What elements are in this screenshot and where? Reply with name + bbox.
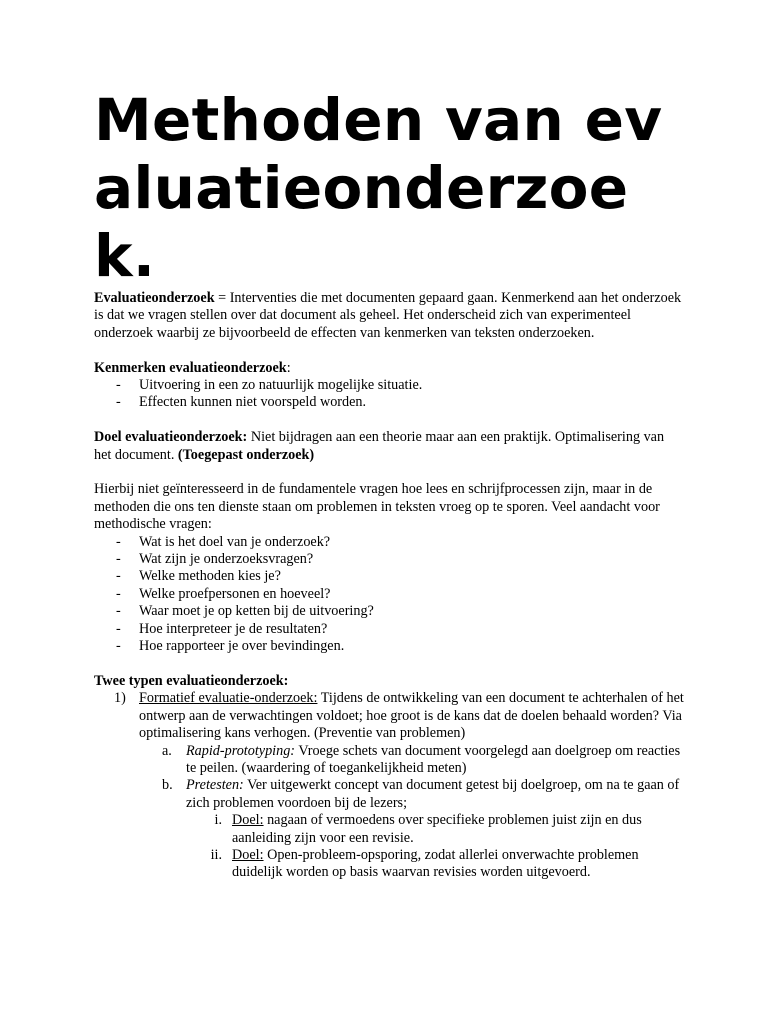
list-item-text: Welke proefpersonen en hoeveel? bbox=[139, 585, 331, 602]
list-item bbox=[94, 534, 684, 551]
pretesten-label: Pretesten: bbox=[186, 777, 244, 794]
list-item-formatief bbox=[94, 690, 684, 742]
bullet-dash: - bbox=[116, 533, 121, 550]
list-item-text: Waar moet je op ketten bij de uitvoering? bbox=[139, 603, 374, 620]
bullet-dash: - bbox=[116, 394, 121, 411]
intro-paragraph bbox=[94, 290, 684, 342]
doel-heading: Doel evaluatieonderzoek: bbox=[94, 429, 248, 446]
list-item-text: Hoe interpreteer je de resultaten? bbox=[139, 620, 328, 637]
list-item bbox=[94, 551, 684, 568]
bullet-dash: - bbox=[116, 377, 121, 394]
kenmerken-heading-colon: : bbox=[286, 359, 291, 376]
bullet-dash: - bbox=[116, 620, 121, 637]
kenmerken-heading bbox=[94, 360, 684, 377]
rapid-prototyping-text: Vroege schets van document voorgelegd aan doelgroep om reacties te peilen. (waardering of toegankelijkheid meten) bbox=[186, 742, 681, 776]
list-item-text: Effecten kunnen niet voorspeld worden. bbox=[139, 394, 367, 411]
list-item-rapid-prototyping bbox=[94, 743, 684, 778]
list-item-text: Uitvoering in een zo natuurlijk mogelijke situatie. bbox=[139, 377, 423, 394]
doel-ii-text: Open-probleem-opsporing, zodat allerlei onverwachte problemen duidelijk worden op basis waarvan revisies worden uitgevoerd. bbox=[232, 846, 639, 881]
list-item bbox=[94, 638, 684, 655]
bullet-dash: - bbox=[116, 638, 121, 655]
formatief-label: Formatief evaluatie-onderzoek: bbox=[139, 690, 318, 707]
spacer bbox=[94, 655, 684, 672]
doel-paragraph bbox=[94, 429, 684, 464]
pretesten-text: Ver uitgewerkt concept van document getest bij doelgroep, om na te gaan of zich problemen voordoen bij de lezers; bbox=[186, 777, 680, 811]
formatief-text: Tijdens de ontwikkeling van een document te achterhalen of het ontwerp aan de verwachtingen voldoet; hoe groot is de kans dat de doelen behaald worden? Via optimalisering kans verhogen. (Preventie van problemen) bbox=[139, 690, 684, 742]
list-item-text: Hoe rapporteer je over bevindingen. bbox=[139, 638, 345, 655]
list-item-doel-ii bbox=[94, 847, 684, 882]
list-number: 1) bbox=[114, 690, 126, 707]
bullet-dash: - bbox=[116, 568, 121, 585]
list-item-text: Welke methoden kies je? bbox=[139, 568, 281, 585]
spacer bbox=[94, 412, 684, 429]
document-title: Methoden van evaluatieonderzoek. bbox=[94, 86, 663, 290]
list-item-pretesten bbox=[94, 777, 684, 812]
bullet-dash: - bbox=[116, 603, 121, 620]
list-item bbox=[94, 603, 684, 620]
list-roman: i. bbox=[214, 812, 222, 829]
kenmerken-list bbox=[94, 377, 684, 412]
spacer bbox=[94, 464, 684, 481]
doel-i-text: nagaan of vermoedens over specifieke problemen juist zijn en dus aanleiding zijn voor een revisie. bbox=[232, 812, 642, 846]
rapid-prototyping-label: Rapid-prototyping: bbox=[186, 742, 296, 759]
typen-heading bbox=[94, 673, 684, 690]
list-item-doel-i bbox=[94, 812, 684, 847]
doel-text: Niet bijdragen aan een theorie maar aan een praktijk. Optimalisering van het document. bbox=[94, 429, 665, 463]
list-letter: a. bbox=[162, 742, 172, 759]
list-item bbox=[94, 586, 684, 603]
kenmerken-heading-text: Kenmerken evaluatieonderzoek bbox=[94, 359, 287, 376]
list-item bbox=[94, 377, 684, 394]
spacer bbox=[94, 342, 684, 359]
document-page bbox=[94, 86, 684, 882]
doel-emphasis: (Toegepast onderzoek) bbox=[177, 446, 315, 463]
list-item-text: Wat is het doel van je onderzoek? bbox=[139, 533, 331, 550]
pretesten-sublist bbox=[94, 812, 684, 882]
bullet-dash: - bbox=[116, 585, 121, 602]
methodisch-paragraph: Hierbij niet geïnteresseerd in de fundamentele vragen hoe lees en schrijfprocessen zijn, maar in de methoden die ons ten dienste staan om problemen in teksten vroeg op te sporen. Veel aandacht voor methodische vragen: bbox=[94, 481, 660, 533]
doel-ii-label: Doel: bbox=[232, 846, 264, 863]
list-item bbox=[94, 621, 684, 638]
formatief-sublist bbox=[94, 743, 684, 813]
list-roman: ii. bbox=[210, 846, 222, 863]
list-item bbox=[94, 394, 684, 411]
intro-term: Evaluatieonderzoek bbox=[94, 290, 215, 306]
typen-heading-text: Twee typen evaluatieonderzoek: bbox=[94, 672, 289, 689]
bullet-dash: - bbox=[116, 551, 121, 568]
methodisch-list bbox=[94, 534, 684, 656]
list-letter: b. bbox=[162, 777, 173, 794]
intro-text: = Interventies die met documenten gepaard gaan. Kenmerkend aan het onderzoek is dat we vragen stellen over dat document als geheel. Het onderscheid zich van experimenteel onderzoek waarbij ze bijvoorbeeld de effecten van kenmerken van teksten onderzoeken. bbox=[94, 290, 682, 341]
typen-list bbox=[94, 690, 684, 742]
list-item bbox=[94, 568, 684, 585]
list-item-text: Wat zijn je onderzoeksvragen? bbox=[139, 551, 314, 568]
doel-i-label: Doel: bbox=[232, 812, 264, 829]
